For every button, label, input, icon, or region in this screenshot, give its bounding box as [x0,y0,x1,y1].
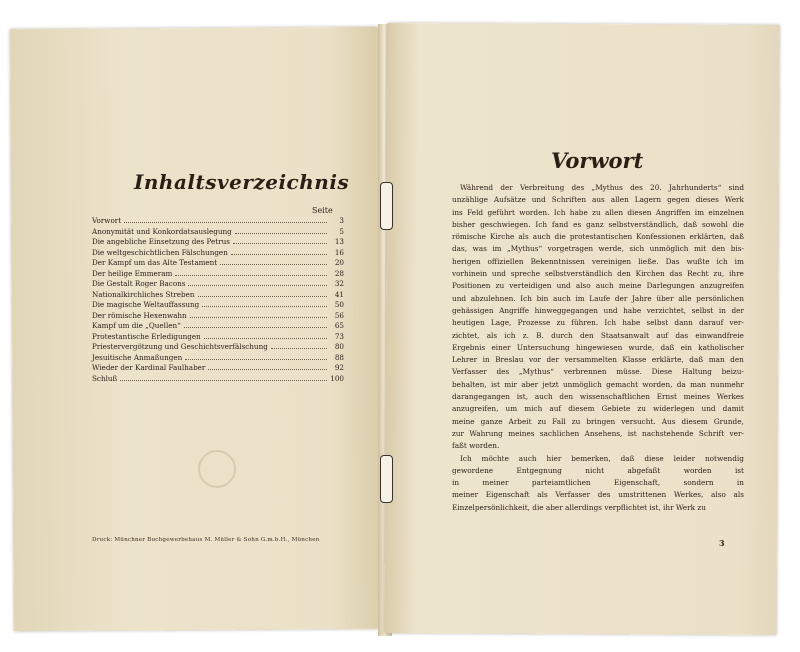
toc-entry-title: Kampf um die „Quellen“ [92,321,181,330]
toc-entry [92,258,344,269]
toc-entry-page: 92 [334,363,344,372]
text-line: behalten, ist mir aber jetzt unmöglich gemacht worden, da man nunmehr [452,379,744,389]
toc-leader-dots [198,290,327,297]
toc-entry-page: 100 [330,373,344,383]
toc-entry-title: Anonymität und Konkordatsauslegung [92,226,232,236]
toc-entry [92,311,344,322]
toc-leader-dots [185,353,327,360]
toc-entry [92,237,344,248]
text-line: Während der Verbreitung des „Mythus des 20. Jahrhunderts“ sind [460,183,744,192]
text-line: gehässigen Angriffe hinweggegangen und habe verzichtet, selbst in der [452,305,744,315]
toc-entry [92,332,344,343]
toc-entry-title: Wieder der Kardinal Faulhaber [92,363,206,372]
toc-entry-page: 73 [334,331,344,341]
toc-entry [92,216,344,227]
toc-entry-title: Protestantische Erledigungen [92,331,201,341]
text-line: heutigen Lage, Prozesse zu führen. Ich habe selbst dann darauf ver- [452,318,744,328]
toc-entry-page: 80 [334,342,344,351]
text-line: in meiner parteiamtlichen Eigenschaft, sondern in [452,478,744,488]
text-line: Verfasser des „Mythus“ verbrennen müsse. Diese Haltung beizu- [452,367,744,377]
toc-entry-title: Die magische Weltauffassung [92,300,200,309]
toc-entry-title: Der römische Hexenwahn [92,310,187,320]
toc-entry-page: 65 [334,321,344,330]
text-line: anzugreifen, um mich auf diesem Gebiete zu widerlegen und damit [452,404,744,414]
toc-entry-title: Jesuitische Anmaßungen [92,352,183,362]
toc-leader-dots [231,248,327,255]
toc-leader-dots [124,216,327,223]
text-line: Ergebnis einer Untersuchung hingewiesen wurde, daß ein katholischer [452,342,744,352]
toc-entry-page: 20 [334,258,344,267]
toc-entry-page: 16 [334,247,344,257]
toc-page-column-label: Seite [312,206,333,215]
toc-entry [92,269,344,280]
text-line: faßt worden. [452,441,500,451]
toc-entry-title: Der Kampf um das Alte Testament [92,258,218,267]
toc-leader-dots [220,258,327,265]
toc-entry-page: 13 [334,237,344,246]
toc-entry-page: 50 [334,300,344,309]
text-line: zur Wahrung meines sachlichen Ansehens, ist nachstehende Schrift ver- [452,428,744,438]
toc-leader-dots [271,342,327,349]
text-line: meine ganze Arbeit zu Fall zu bringen versucht. Aus diesem Grunde, [452,416,744,426]
toc-leader-dots [175,269,327,276]
toc-entry-title: Die angebliche Einsetzung des Petrus [92,237,230,246]
toc-leader-dots [184,321,327,328]
toc-entry-page: 41 [334,289,344,299]
toc-title: Inhaltsverzeichnis [134,170,350,194]
toc-entry [92,248,344,259]
text-line: Positionen zu verteidigen und also auch meine Darlegungen anzugreifen [452,281,744,291]
toc-entry-page: 28 [334,268,344,278]
text-line: und abzulehnen. Ich bin auch im Laufe der Jahre über alle persönlichen [452,293,744,303]
toc-leader-dots [190,311,327,318]
toc-leader-dots [202,300,327,307]
text-line: unzählige Aufsätze und Schriften aus allen Lagern gegen dieses Werk [452,195,744,205]
page-number: 3 [719,538,725,548]
text-line: darangegangen ist, auch den wissenschaftlichen Ernst meines Werkes [452,392,744,402]
toc-entry-title: Der heilige Emmeram [92,268,173,278]
foreword-heading: Vorwort [551,148,644,173]
toc-leader-dots [188,279,327,286]
toc-entry [92,321,344,332]
toc-entry-title: Nationalkirchliches Streben [92,289,195,299]
toc-list [92,216,344,384]
toc-entry-page: 3 [339,216,344,225]
faint-stamp-mark [198,450,236,488]
text-line: ins Feld geführt worden. Ich habe zu allen diesen Angriffen im einzelnen [452,207,744,217]
toc-leader-dots [208,363,327,370]
toc-entry-page: 32 [334,279,344,288]
text-line: bisher geschwiegen. Ich fand es ganz selbstverständlich, daß sowohl die [452,219,744,229]
text-line: Einzelpersönlichkeit, die aber allerdings verpflichtet ist, ihr Werk zu [452,502,706,512]
text-line: Lehrer in Breslau vor der versammelten Klasse erklärte, daß man den [452,355,744,365]
toc-entry [92,353,344,364]
binding-staple-top [380,182,393,230]
toc-leader-dots [204,332,327,339]
toc-entry [92,342,344,353]
toc-entry [92,227,344,238]
toc-entry [92,279,344,290]
toc-leader-dots [235,227,327,234]
toc-leader-dots [233,237,327,244]
toc-entry [92,290,344,301]
text-line: gewordene Entgegnung nicht abgefaßt worden ist [452,465,744,475]
toc-leader-dots [120,374,327,381]
toc-entry-title: Priestervergötzung und Geschichtsverfälschung [92,342,268,351]
text-line: Ich möchte auch hier bemerken, daß diese leider notwendig [460,453,744,463]
text-line: römische Kirche als auch die protestantischen Konfessionen erklärten, daß [452,232,744,242]
text-line: das, was im „Mythus“ vorgetragen werde, sich unmöglich mit den bis- [452,244,744,254]
toc-entry-title: Schluß [92,373,118,383]
toc-entry-page: 88 [334,352,344,362]
foreword-body [452,182,744,514]
toc-entry-title: Vorwort [92,216,122,225]
text-line: meiner Eigenschaft als Verfasser des umstrittenen Werkes, also als [452,490,744,500]
binding-staple-bottom [380,455,393,503]
text-line: zichtet, als ich z. B. durch den Staatsanwalt auf das einwandfreie [452,330,744,340]
toc-entry [92,363,344,374]
toc-entry-page: 56 [334,310,344,320]
toc-entry-title: Die weltgeschichtlichen Fälschungen [92,247,228,257]
text-line: vorhinein und spreche selbstverständlich den Kirchen das Recht zu, ihre [452,269,744,279]
toc-entry [92,374,344,385]
toc-entry-title: Die Gestalt Roger Bacons [92,279,186,288]
printer-imprint: Druck: Münchner Buchgewerbehaus M. Müller & Sohn G.m.b.H., München [92,537,320,543]
text-line: herigen offiziellen Bekenntnissen vereinigen ließe. Das wußte ich im [452,256,744,266]
toc-entry-page: 5 [339,226,344,236]
toc-entry [92,300,344,311]
